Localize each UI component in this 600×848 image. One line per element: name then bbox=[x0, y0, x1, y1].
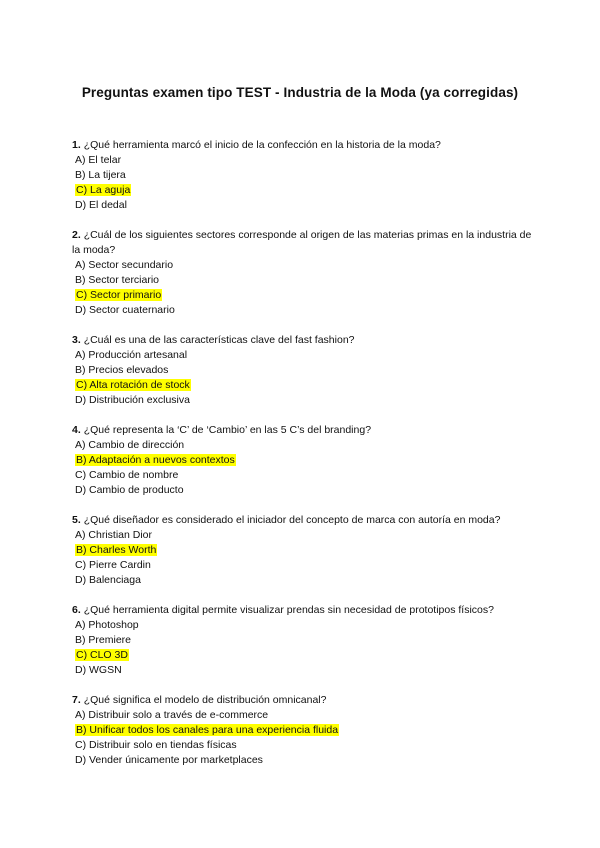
option-d: D) Sector cuaternario bbox=[75, 304, 175, 316]
option-a: A) Christian Dior bbox=[75, 529, 153, 541]
question-2 bbox=[72, 228, 532, 318]
option-c: C) Pierre Cardin bbox=[75, 559, 151, 571]
question-text bbox=[72, 693, 532, 708]
question-prompt: ¿Qué diseñador es considerado el iniciador del concepto de marca con autoría en moda? bbox=[83, 514, 501, 526]
question-text bbox=[72, 603, 532, 618]
question-text bbox=[72, 138, 532, 153]
option-c-correct: C) Sector primario bbox=[76, 289, 162, 301]
question-number: 3. bbox=[72, 334, 81, 346]
option-d: D) El dedal bbox=[75, 199, 127, 211]
option-a: A) Producción artesanal bbox=[75, 349, 188, 361]
question-number: 1. bbox=[72, 139, 81, 151]
option-b: B) La tijera bbox=[75, 169, 126, 181]
option-d: D) Cambio de producto bbox=[75, 484, 184, 496]
option-b: B) Premiere bbox=[75, 634, 132, 646]
option-a: A) Sector secundario bbox=[75, 259, 174, 271]
question-text bbox=[72, 228, 532, 258]
option-a: A) Photoshop bbox=[75, 619, 139, 631]
page-title: Preguntas examen tipo TEST - Industria de la Moda (ya corregidas) bbox=[81, 85, 519, 100]
question-number: 6. bbox=[72, 604, 81, 616]
question-number: 2. bbox=[72, 229, 81, 241]
option-d: D) WGSN bbox=[75, 664, 122, 676]
option-c-correct: C) La aguja bbox=[76, 184, 131, 196]
question-number: 7. bbox=[72, 694, 81, 706]
question-1 bbox=[72, 138, 532, 213]
question-7 bbox=[72, 693, 532, 768]
question-4 bbox=[72, 423, 532, 498]
question-text bbox=[72, 513, 532, 528]
question-5 bbox=[72, 513, 532, 588]
option-b-correct: B) Adaptación a nuevos contextos bbox=[76, 454, 235, 466]
option-d: D) Balenciaga bbox=[75, 574, 141, 586]
question-6 bbox=[72, 603, 532, 678]
option-c: C) Cambio de nombre bbox=[75, 469, 179, 481]
option-d: D) Distribución exclusiva bbox=[75, 394, 190, 406]
question-prompt: ¿Qué herramienta digital permite visualizar prendas sin necesidad de prototipos físicos? bbox=[83, 604, 494, 616]
question-prompt: ¿Qué significa el modelo de distribución omnicanal? bbox=[83, 694, 327, 706]
option-b: B) Precios elevados bbox=[75, 364, 169, 376]
option-d: D) Vender únicamente por marketplaces bbox=[75, 754, 263, 766]
option-a: A) Cambio de dirección bbox=[75, 439, 185, 451]
question-prompt: ¿Cuál de los siguientes sectores corresponde al origen de las materias primas en la industria de la moda? bbox=[72, 229, 532, 256]
question-list bbox=[72, 138, 532, 783]
question-prompt: ¿Cuál es una de las características clave del fast fashion? bbox=[83, 334, 355, 346]
question-prompt: ¿Qué representa la ‘C’ de ‘Cambio’ en las 5 C’s del branding? bbox=[83, 424, 372, 436]
question-3 bbox=[72, 333, 532, 408]
option-c-correct: C) Alta rotación de stock bbox=[76, 379, 190, 391]
option-a: A) Distribuir solo a través de e-commerce bbox=[75, 709, 269, 721]
option-c: C) Distribuir solo en tiendas físicas bbox=[75, 739, 237, 751]
question-prompt: ¿Qué herramienta marcó el inicio de la confección en la historia de la moda? bbox=[83, 139, 441, 151]
question-text bbox=[72, 423, 532, 438]
question-text bbox=[72, 333, 532, 348]
option-c-correct: C) CLO 3D bbox=[76, 649, 128, 661]
question-number: 5. bbox=[72, 514, 81, 526]
option-b-correct: B) Charles Worth bbox=[76, 544, 157, 556]
option-b-correct: B) Unificar todos los canales para una experiencia fluida bbox=[76, 724, 339, 736]
option-a: A) El telar bbox=[75, 154, 122, 166]
question-number: 4. bbox=[72, 424, 81, 436]
option-b: B) Sector terciario bbox=[75, 274, 160, 286]
